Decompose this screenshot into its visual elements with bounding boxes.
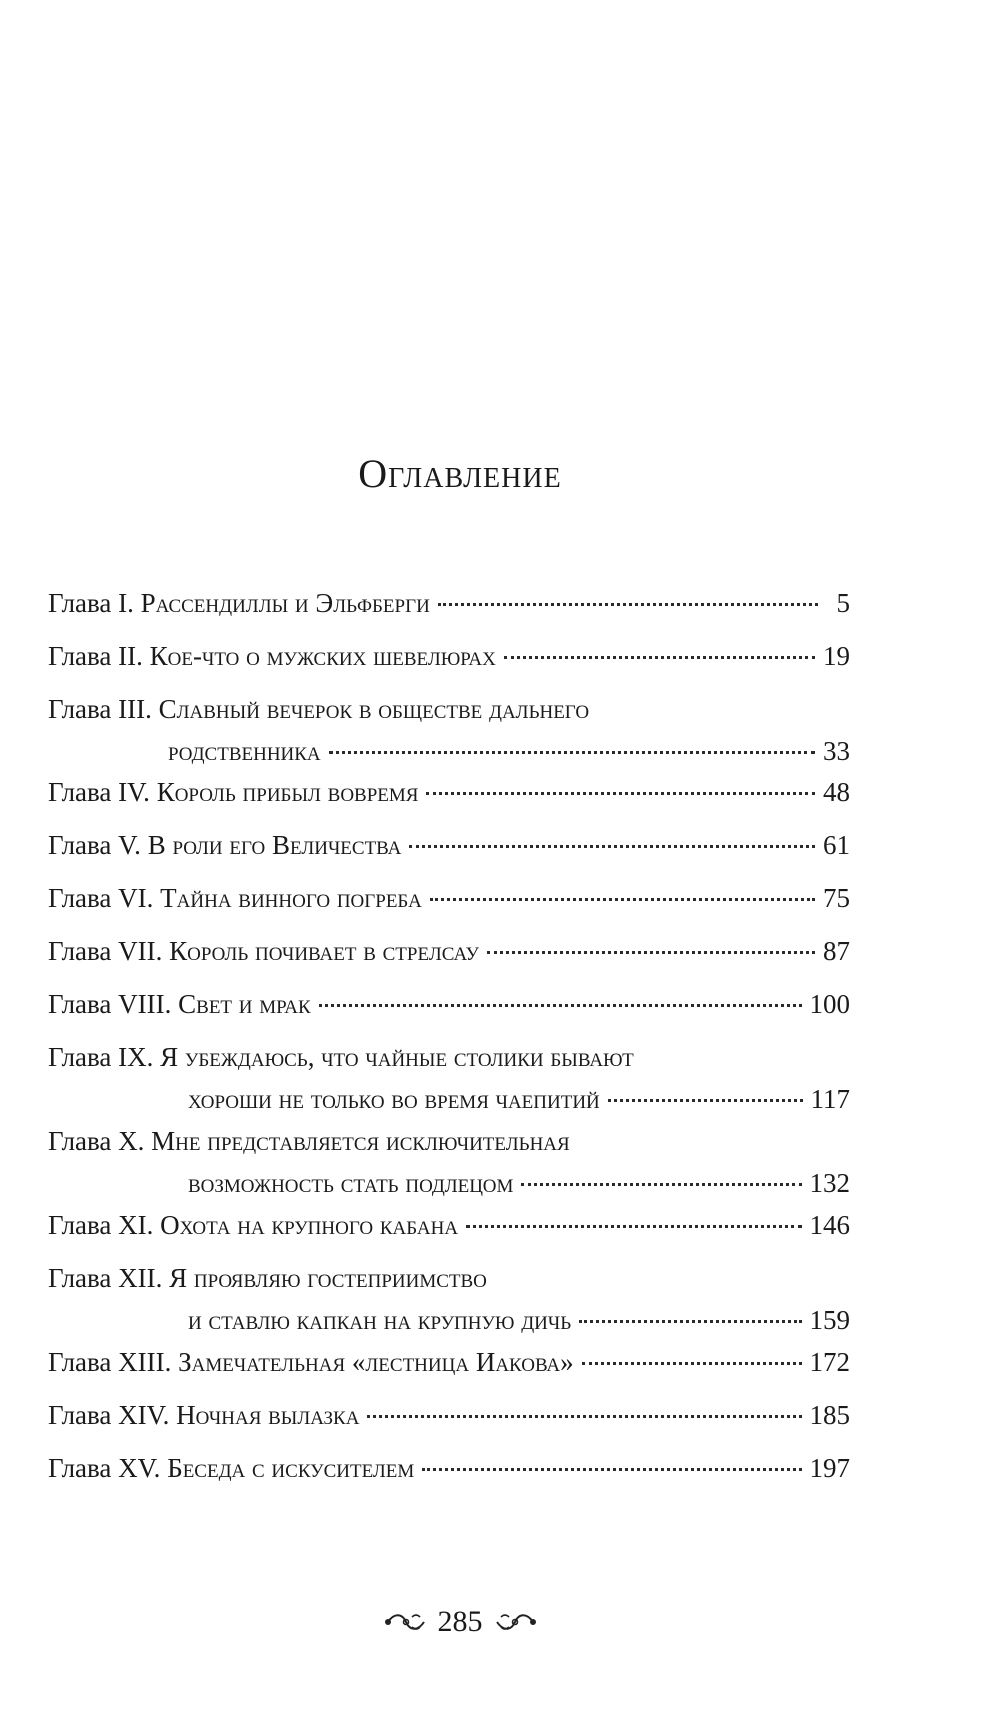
chapter-title-continued: хороши не только во время чаепитий — [188, 1084, 600, 1114]
dot-leader — [582, 1362, 802, 1365]
chapter-label: Глава XIII. — [48, 1347, 172, 1377]
chapter-label: Глава XIV. — [48, 1400, 170, 1430]
page-ref: 132 — [809, 1168, 850, 1198]
chapter-title: Свет и мрак — [178, 989, 311, 1019]
page-ref: 87 — [823, 936, 850, 966]
page-ref: 33 — [823, 736, 850, 766]
dot-leader — [409, 845, 815, 848]
page-ref: 48 — [823, 777, 850, 807]
chapter-title: Мне представляется исключительная — [151, 1126, 570, 1156]
dot-leader — [521, 1183, 801, 1186]
toc-entry[interactable] — [48, 1207, 850, 1243]
chapter-title-continued: и ставлю капкан на крупную дичь — [188, 1305, 572, 1335]
chapter-label: Глава V. — [48, 830, 141, 860]
toc-entry[interactable] — [48, 1039, 850, 1123]
chapter-title: Кое-что о мужских шевелюрах — [149, 641, 496, 671]
chapter-title: Король почивает в стрелсау — [169, 936, 479, 966]
chapter-title: Замечательная «лестница Иакова» — [178, 1347, 574, 1377]
dot-leader — [504, 656, 815, 659]
chapter-label: Глава IX. — [48, 1042, 154, 1072]
page-ref: 159 — [809, 1305, 850, 1335]
dot-leader — [487, 951, 815, 954]
chapter-title: Славный вечерок в обществе дальнего — [158, 694, 590, 724]
page-ref: 100 — [809, 989, 850, 1019]
chapter-label: Глава III. — [48, 694, 152, 724]
chapter-title-continued: родственника — [168, 736, 321, 766]
toc-entry[interactable] — [48, 774, 850, 810]
chapter-label: Глава XV. — [48, 1453, 161, 1483]
page-footer — [0, 1605, 920, 1639]
dot-leader — [319, 1004, 802, 1007]
toc-entry[interactable] — [48, 1450, 850, 1486]
dot-leader — [579, 1320, 801, 1323]
chapter-title: Беседа с искусителем — [167, 1453, 415, 1483]
page-ref: 5 — [836, 588, 850, 618]
toc-entry[interactable] — [48, 933, 850, 969]
dot-leader — [422, 1468, 801, 1471]
toc-entry[interactable] — [48, 1344, 850, 1380]
chapter-label: Глава II. — [48, 641, 143, 671]
page-title: Оглавление — [358, 451, 562, 496]
chapter-title: Тайна винного погреба — [160, 883, 422, 913]
toc-entry[interactable] — [48, 1123, 850, 1207]
chapter-title: Король прибыл вовремя — [156, 777, 419, 807]
page-ref: 61 — [823, 830, 850, 860]
page-ref: 19 — [823, 641, 850, 671]
page-ref: 185 — [809, 1400, 850, 1430]
toc-entry[interactable] — [48, 827, 850, 863]
toc-entry[interactable] — [48, 880, 850, 916]
chapter-title: Ночная вылазка — [176, 1400, 360, 1430]
left-ornament-icon — [384, 1609, 428, 1635]
dot-leader — [466, 1225, 801, 1228]
chapter-label: Глава XII. — [48, 1263, 163, 1293]
toc-entry[interactable] — [48, 691, 850, 775]
chapter-title: Рассендиллы и Эльфберги — [140, 588, 430, 618]
page-ref: 172 — [809, 1347, 850, 1377]
chapter-label: Глава VIII. — [48, 989, 172, 1019]
dot-leader — [367, 1415, 801, 1418]
chapter-title-continued: возможность стать подлецом — [188, 1168, 514, 1198]
dot-leader — [608, 1099, 803, 1102]
chapter-label: Глава XI. — [48, 1210, 154, 1240]
toc-entry[interactable] — [48, 638, 850, 674]
chapter-label: Глава VI. — [48, 883, 154, 913]
toc-entry[interactable] — [48, 1397, 850, 1433]
page-ref: 117 — [810, 1084, 850, 1114]
dot-leader — [329, 751, 815, 754]
page-ref: 75 — [823, 883, 850, 913]
right-ornament-icon — [493, 1609, 537, 1635]
toc-entry[interactable] — [48, 585, 850, 621]
chapter-title: Я проявляю гостеприимство — [169, 1263, 487, 1293]
dot-leader — [430, 898, 815, 901]
chapter-label: Глава VII. — [48, 936, 163, 966]
toc-entry[interactable] — [48, 986, 850, 1022]
chapter-title: В роли его Величества — [147, 830, 402, 860]
page-number: 285 — [437, 1605, 483, 1638]
page-ref: 146 — [809, 1210, 850, 1240]
toc-entry[interactable] — [48, 1260, 850, 1344]
dot-leader — [426, 792, 815, 795]
page-ref: 197 — [809, 1453, 850, 1483]
dot-leader — [438, 603, 818, 606]
chapter-label: Глава X. — [48, 1126, 145, 1156]
chapter-label: Глава I. — [48, 588, 134, 618]
chapter-label: Глава IV. — [48, 777, 150, 807]
chapter-title: Я убеждаюсь, что чайные столики бывают — [160, 1042, 634, 1072]
chapter-title: Охота на крупного кабана — [160, 1210, 459, 1240]
